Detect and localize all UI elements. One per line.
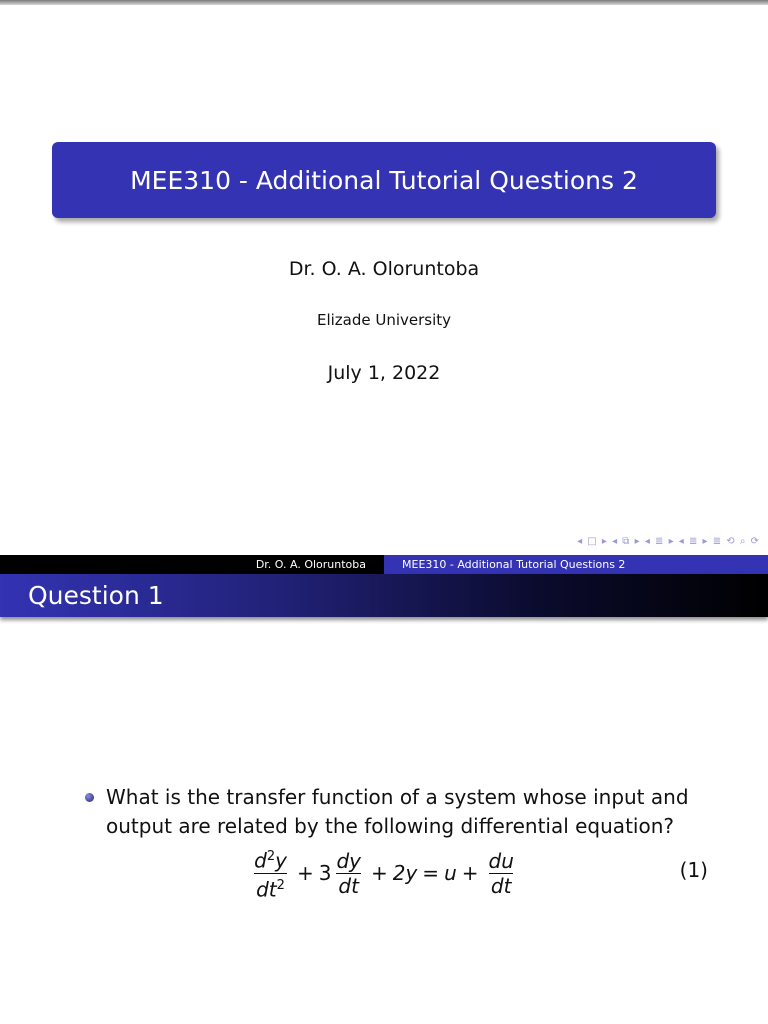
- eq-2y: 2y: [392, 861, 418, 885]
- eq-dy: dy: [336, 848, 361, 873]
- eq-plus: +: [296, 861, 314, 885]
- footline-title: [384, 555, 768, 574]
- author: Dr. O. A. Oloruntoba: [288, 258, 480, 280]
- top-rule: [0, 0, 768, 5]
- eq-sup: 2: [276, 877, 285, 893]
- presentation-title: MEE310 - Additional Tutorial Questions 2: [130, 165, 638, 195]
- eq-equals: =: [422, 861, 440, 885]
- second-derivative-fraction: [252, 845, 289, 901]
- footline-author-text: Dr. O. A. Oloruntoba: [255, 558, 366, 571]
- differential-equation: [0, 840, 768, 906]
- eq-du: du: [488, 848, 514, 873]
- equation-number: (1): [679, 858, 708, 882]
- eq-plus: +: [461, 861, 479, 885]
- frame-title-bar: [0, 574, 768, 617]
- eq-dt: dt: [256, 877, 277, 902]
- question-text: What is the transfer function of a system whose input and output are related by the following differential equation?: [106, 785, 689, 838]
- first-derivative-fraction: [334, 849, 363, 898]
- eq-d: d: [254, 848, 267, 873]
- eq-sup: 2: [266, 848, 276, 864]
- input-derivative-fraction: [487, 849, 516, 898]
- institute: Elizade University: [316, 311, 452, 329]
- eq-dt: dt: [338, 873, 359, 898]
- navigation-symbols[interactable]: ◂ □ ▸ ◂ ⧉ ▸ ◂ ≣ ▸ ◂ ≣ ▸ ≣ ⟲ ⌕ ⟳: [577, 536, 760, 547]
- date: July 1, 2022: [327, 362, 441, 384]
- frame-title: Question 1: [28, 581, 164, 610]
- eq-y: y: [275, 848, 287, 873]
- eq-coefficient: 3: [318, 861, 332, 885]
- bullet-icon: [85, 793, 94, 802]
- footline: [0, 555, 768, 574]
- footline-title-text: MEE310 - Additional Tutorial Questions 2: [402, 558, 626, 571]
- eq-dt: dt: [490, 873, 512, 898]
- eq-plus: +: [370, 861, 388, 885]
- title-box: [52, 142, 716, 218]
- footline-author: [0, 555, 384, 574]
- eq-u: u: [444, 861, 457, 885]
